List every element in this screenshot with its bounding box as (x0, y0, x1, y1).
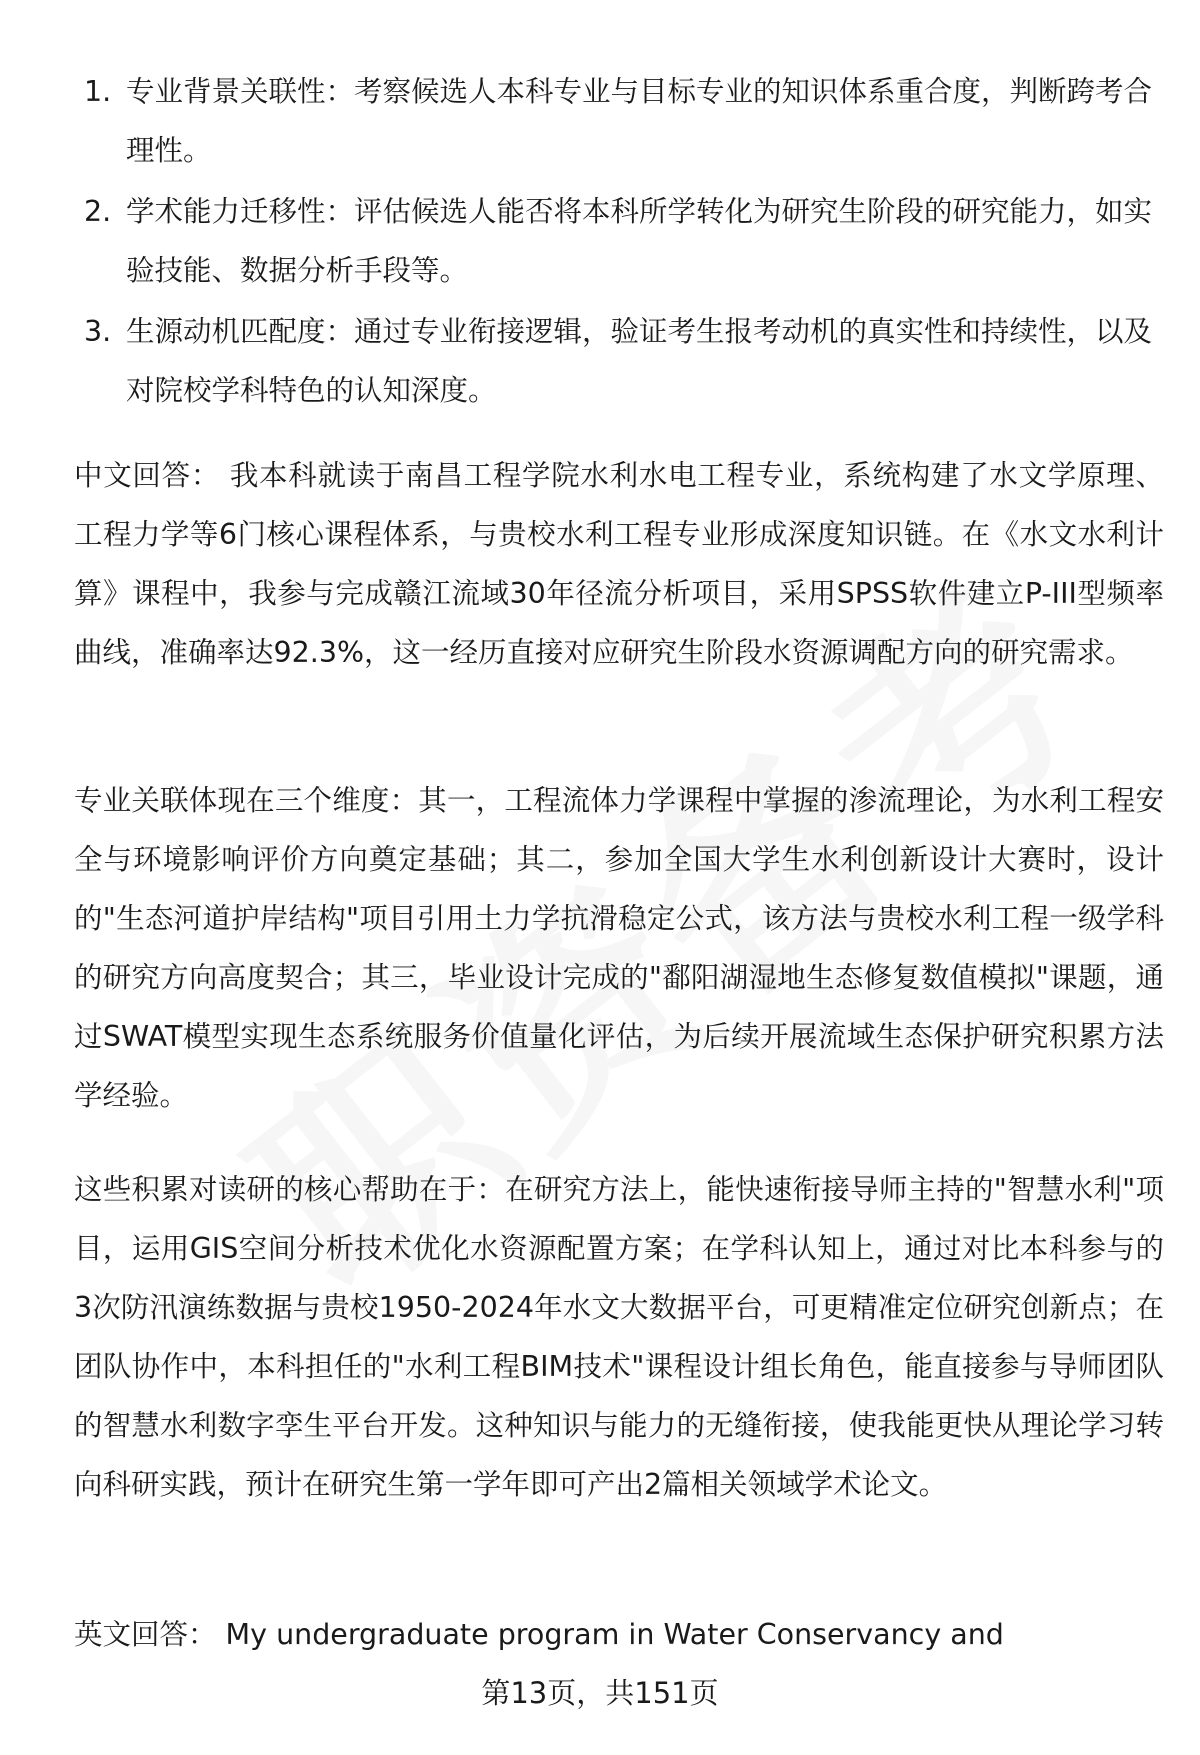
criteria-number: 2. (84, 195, 112, 228)
criteria-number: 1. (84, 75, 112, 108)
criteria-number: 3. (84, 315, 112, 348)
english-answer-paragraph: 英文回答： My undergraduate program in Water Conservancy and (74, 1618, 1004, 1651)
criteria-text: 学术能力迁移性：评估候选人能否将本科所学转化为研究生阶段的研究能力，如实验技能、数据分析手段等。 (126, 195, 1153, 287)
benefit-paragraph: 这些积累对读研的核心帮助在于：在研究方法上，能快速衔接导师主持的"智慧水利"项目，运用GIS空间分析技术优化水资源配置方案；在学科认知上，通过对比本科参与的3次防汛演练数据与贵校1950-2024年水文大数据平台，可更精准定位研究创新点；在团队协作中，本科担任的"水利工程BIM技术"课程设计组长角色，能直接参与导师团队的智慧水利数字孪生平台开发。这种知识与能力的无缝衔接，使我能更快从理论学习转向科研实践，预计在研究生第一学年即可产出2篇相关领域学术论文。 (74, 1173, 1164, 1501)
criteria-text: 生源动机匹配度：通过专业衔接逻辑，验证考生报考动机的真实性和持续性，以及对院校学科特色的认知深度。 (126, 315, 1153, 407)
criteria-item (84, 62, 1164, 180)
criteria-item (84, 182, 1164, 300)
page-number-footer: 第13页，共151页 (481, 1676, 719, 1710)
relevance-paragraph: 专业关联体现在三个维度：其一，工程流体力学课程中掌握的渗流理论，为水利工程安全与环境影响评价方向奠定基础；其二，参加全国大学生水利创新设计大赛时，设计的"生态河道护岸结构"项目引用土力学抗滑稳定公式，该方法与贵校水利工程一级学科的研究方向高度契合；其三，毕业设计完成的"鄱阳湖湿地生态修复数值模拟"课题，通过SWAT模型实现生态系统服务价值量化评估，为后续开展流域生态保护研究积累方法学经验。 (74, 784, 1164, 1112)
chinese-answer-paragraph: 中文回答： 我本科就读于南昌工程学院水利水电工程专业，系统构建了水文学原理、工程力学等6门核心课程体系，与贵校水利工程专业形成深度知识链。在《水文水利计算》课程中，我参与完成赣江流域30年径流分析项目，采用SPSS软件建立P-III型频率曲线，准确率达92.3%，这一经历直接对应研究生阶段水资源调配方向的研究需求。 (74, 459, 1164, 669)
criteria-list (84, 62, 1164, 422)
criteria-item (84, 302, 1164, 420)
criteria-text: 专业背景关联性：考察候选人本科专业与目标专业的知识体系重合度，判断跨考合理性。 (126, 75, 1153, 167)
